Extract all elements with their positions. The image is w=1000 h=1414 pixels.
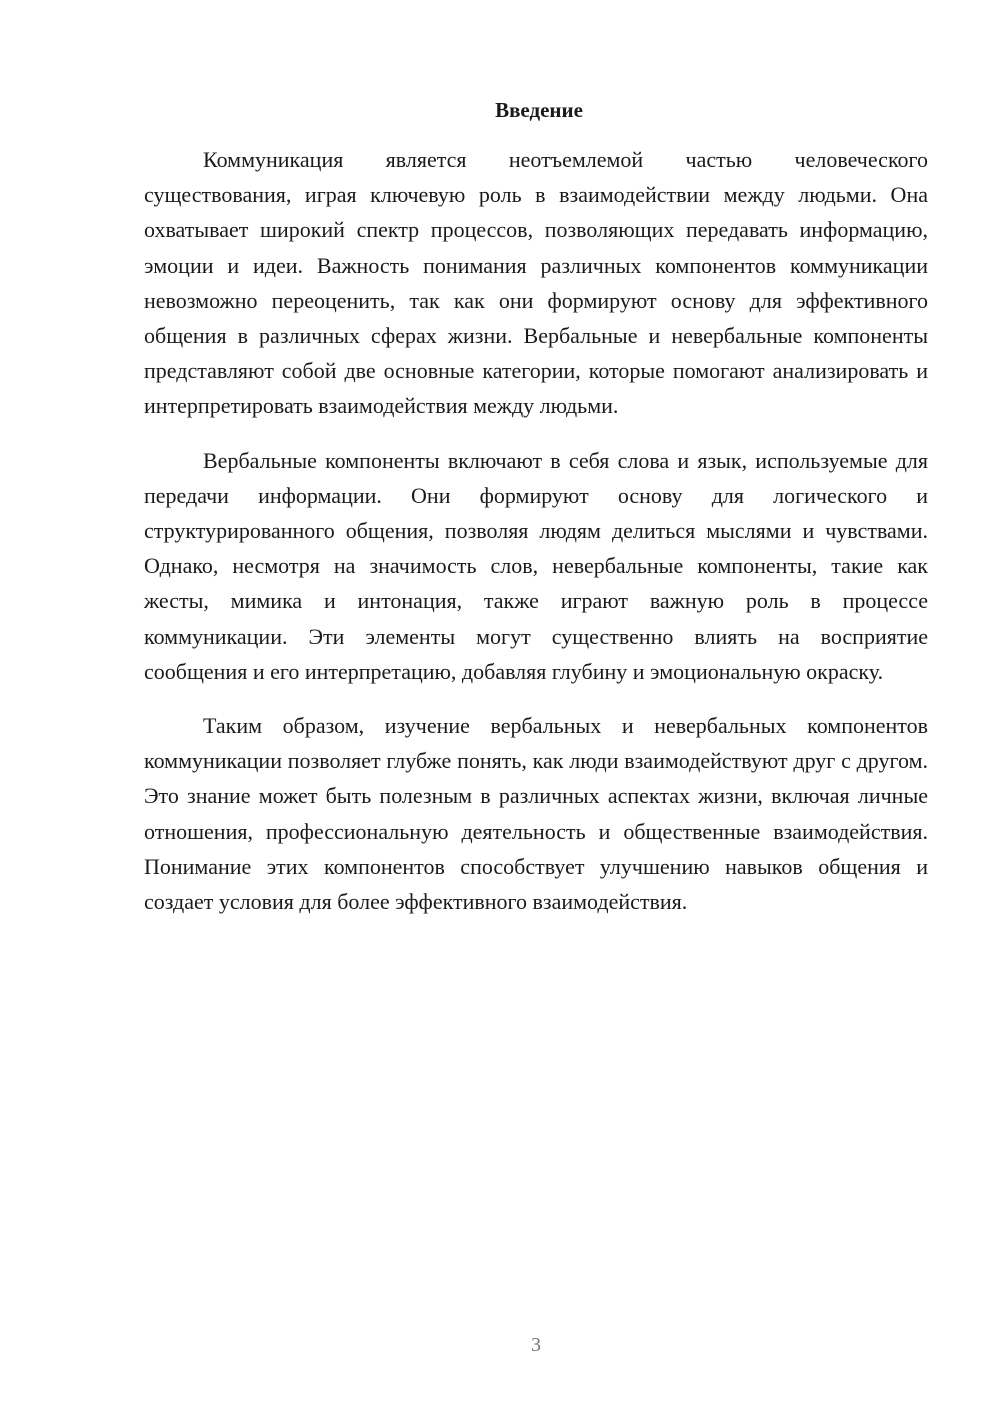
page-title: Введение <box>495 98 583 122</box>
paragraph-2: Вербальные компоненты включают в себя слова и язык, используемые для передачи информации. Они формируют основу для логического и структурированного общения, позволяя людям делиться мыслями и чувствами. Однако, несмотря на значимость слов, невербальные компоненты, такие как жесты, мимика и интонация, также играют важную роль в процессе коммуникации. Эти элементы могут существенно влиять на восприятие сообщения и его интерпретацию, добавляя глубину и эмоциональную окраску. <box>144 447 928 684</box>
page-number: 3 <box>531 1334 541 1356</box>
document-body <box>144 92 928 938</box>
paragraph-3: Таким образом, изучение вербальных и невербальных компонентов коммуникации позволяет глубже понять, как люди взаимодействуют друг с другом. Это знание может быть полезным в различных аспектах жизни, включая личные отношения, профессиональную деятельность и общественные взаимодействия. Понимание этих компонентов способствует улучшению навыков общения и создает условия для более эффективного взаимодействия. <box>144 713 928 915</box>
paragraph-1: Коммуникация является неотъемлемой частью человеческого существования, играя ключевую роль в взаимодействии между людьми. Она охватывает широкий спектр процессов, позволяющих передавать информацию, эмоции и идеи. Важность понимания различных компонентов коммуникации невозможно переоценить, так как они формируют основу для эффективного общения в различных сферах жизни. Вербальные и невербальные компоненты представляют собой две основные категории, которые помогают анализировать и интерпретировать взаимодействия между людьми. <box>144 147 928 419</box>
